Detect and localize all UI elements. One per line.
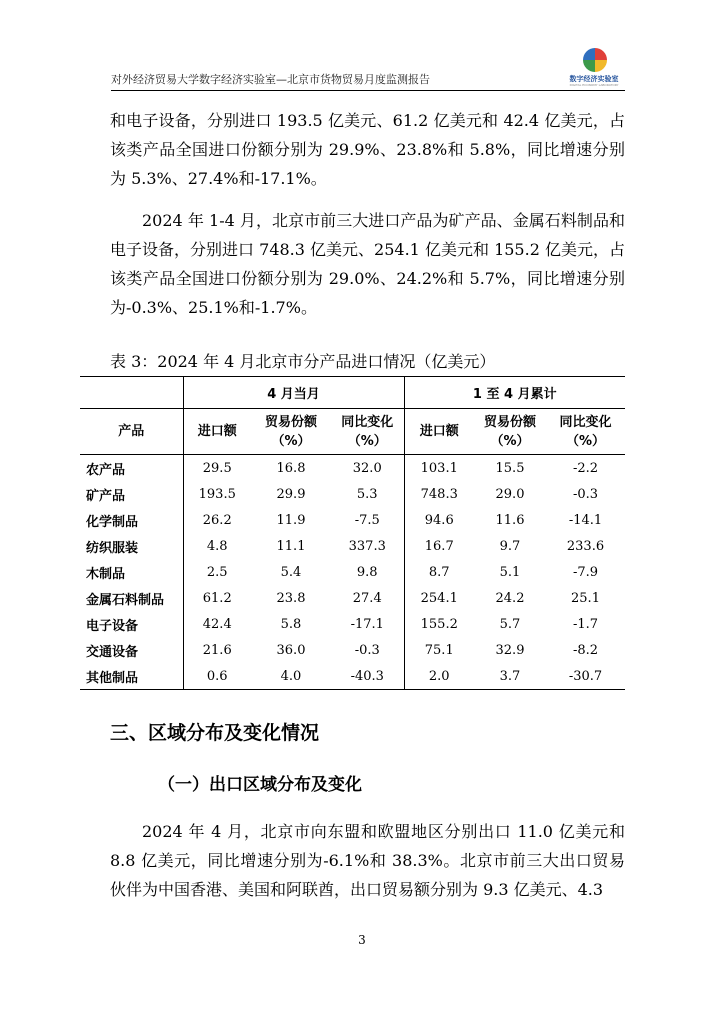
table-cell: 193.5 bbox=[198, 486, 236, 502]
table-row bbox=[80, 481, 625, 507]
table-cell: 11.9 bbox=[276, 512, 306, 528]
table-cell: 75.1 bbox=[424, 642, 454, 658]
product-name: 电子设备 bbox=[80, 611, 183, 637]
table-cell: 26.2 bbox=[202, 512, 232, 528]
logo-text: 数字经济实验室 bbox=[569, 75, 619, 83]
group-header-cumulative: 1 至 4 月累计 bbox=[404, 377, 625, 409]
table-cell: 11.1 bbox=[276, 538, 306, 554]
table-cell: -8.2 bbox=[572, 642, 599, 658]
table-cell: -7.5 bbox=[331, 507, 404, 533]
table-cell: 337.3 bbox=[331, 533, 404, 559]
table-cell: 233.6 bbox=[566, 538, 605, 554]
col-header-yoy: 同比变化 （%） bbox=[546, 409, 625, 455]
product-name: 纺织服装 bbox=[80, 533, 183, 559]
product-name: 金属石料制品 bbox=[80, 585, 183, 611]
table-cell: -1.7 bbox=[572, 616, 599, 632]
table-cell: 748.3 bbox=[420, 486, 458, 502]
table-row bbox=[80, 507, 625, 533]
table-cell: 27.4 bbox=[331, 585, 404, 611]
table-cell: 23.8 bbox=[276, 590, 306, 606]
paragraph-2: 2024 年 1-4 月，北京市前三大进口产品为矿产品、金属石料制品和电子设备，分别进口 748.3 亿美元、254.1 亿美元和 155.2 亿美元，占该类产品全国进口份额分别为 29.0%、24.2%和 5.7%，同比增速分别为-0.3%、25.1%和-1.7%。 bbox=[110, 211, 625, 317]
table-cell: 155.2 bbox=[420, 616, 458, 632]
table-cell: 29.9 bbox=[276, 486, 306, 502]
table-cell: -7.9 bbox=[572, 564, 599, 580]
section-heading: 三、区域分布及变化情况 bbox=[110, 722, 320, 744]
table-cell: 5.7 bbox=[499, 616, 521, 632]
col-header-share: 贸易份额 （%） bbox=[474, 409, 546, 455]
table-cell: 36.0 bbox=[276, 642, 306, 658]
page-header bbox=[111, 46, 625, 91]
table-cell: 3.7 bbox=[474, 663, 546, 690]
table-caption: 表 3：2024 年 4 月北京市分产品进口情况（亿美元） bbox=[110, 352, 496, 371]
group-header-month: 4 月当月 bbox=[183, 377, 404, 409]
table-cell: -2.2 bbox=[572, 460, 599, 476]
table-cell: 2.0 bbox=[404, 663, 474, 690]
table-cell: 11.6 bbox=[495, 512, 525, 528]
table-cell: 21.6 bbox=[202, 642, 232, 658]
header-title: 对外经济贸易大学数字经济实验室—北京市货物贸易月度监测报告 bbox=[111, 73, 430, 86]
empty-corner bbox=[80, 377, 183, 409]
table-row bbox=[80, 533, 625, 559]
logo-subtext: DIGITAL ECONOMY LABORATORY bbox=[569, 83, 619, 87]
table-cell: 103.1 bbox=[420, 460, 458, 476]
table-cell: 29.0 bbox=[495, 486, 525, 502]
table-cell: 16.7 bbox=[424, 538, 454, 554]
table-cell: 2.5 bbox=[206, 564, 228, 580]
table-cell: 8.7 bbox=[428, 564, 450, 580]
paragraph-1: 和电子设备，分别进口 193.5 亿美元、61.2 亿美元和 42.4 亿美元，占该类产品全国进口份额分别为 29.9%、23.8%和 5.8%，同比增速分别为 5.3%、27.4%和-17.1%。 bbox=[110, 111, 625, 188]
table-cell: -0.3 bbox=[331, 637, 404, 663]
table-cell: 5.8 bbox=[280, 616, 302, 632]
table-cell: -17.1 bbox=[331, 611, 404, 637]
table-row bbox=[80, 637, 625, 663]
product-name: 木制品 bbox=[80, 559, 183, 585]
globe-icon bbox=[583, 48, 607, 72]
table-cell: 5.1 bbox=[499, 564, 521, 580]
col-header-import: 进口额 bbox=[183, 409, 251, 455]
page-number: 3 bbox=[358, 933, 366, 947]
table-cell: 29.5 bbox=[202, 460, 232, 476]
import-table bbox=[80, 376, 625, 690]
table-cell: 4.0 bbox=[251, 663, 331, 690]
table-cell: 5.4 bbox=[280, 564, 302, 580]
table-cell: 32.9 bbox=[495, 642, 525, 658]
table-cell: 61.2 bbox=[202, 590, 232, 606]
col-header-yoy: 同比变化 （%） bbox=[331, 409, 404, 455]
table-cell: 9.8 bbox=[331, 559, 404, 585]
product-name: 其他制品 bbox=[80, 663, 183, 690]
table-cell: -14.1 bbox=[568, 512, 603, 528]
table-cell: 5.3 bbox=[331, 481, 404, 507]
table-cell: 4.8 bbox=[206, 538, 228, 554]
product-name: 化学制品 bbox=[80, 507, 183, 533]
table-cell: -30.7 bbox=[546, 663, 625, 690]
lab-logo bbox=[563, 46, 625, 88]
product-name: 交通设备 bbox=[80, 637, 183, 663]
table-row bbox=[80, 455, 625, 482]
table-cell: 32.0 bbox=[331, 455, 404, 482]
table-cell: -0.3 bbox=[572, 486, 599, 502]
paragraph-3: 2024 年 4 月，北京市向东盟和欧盟地区分别出口 11.0 亿美元和 8.8 亿美元，同比增速分别为-6.1%和 38.3%。北京市前三大出口贸易伙伴为中国香港、美国和阿联酋，出口贸易额分别为 9.3 亿美元、4.3 bbox=[110, 822, 625, 899]
col-header-import: 进口额 bbox=[404, 409, 474, 455]
table-cell: 42.4 bbox=[202, 616, 232, 632]
col-header-share: 贸易份额 （%） bbox=[251, 409, 331, 455]
subsection-heading: （一）出口区域分布及变化 bbox=[158, 775, 362, 795]
table-row bbox=[80, 585, 625, 611]
table-row bbox=[80, 663, 625, 690]
table-row bbox=[80, 559, 625, 585]
table-cell: 25.1 bbox=[571, 590, 600, 606]
table-cell: 15.5 bbox=[495, 460, 525, 476]
table-cell: 254.1 bbox=[420, 590, 458, 606]
table-cell: 16.8 bbox=[276, 460, 306, 476]
product-name: 矿产品 bbox=[80, 481, 183, 507]
col-header-product: 产品 bbox=[80, 409, 183, 455]
table-row bbox=[80, 611, 625, 637]
table-cell: 94.6 bbox=[424, 512, 454, 528]
table-cell: 24.2 bbox=[495, 590, 525, 606]
table-cell: -40.3 bbox=[331, 663, 404, 690]
table-cell: 9.7 bbox=[499, 538, 521, 554]
product-name: 农产品 bbox=[80, 455, 183, 482]
table-cell: 0.6 bbox=[183, 663, 251, 690]
